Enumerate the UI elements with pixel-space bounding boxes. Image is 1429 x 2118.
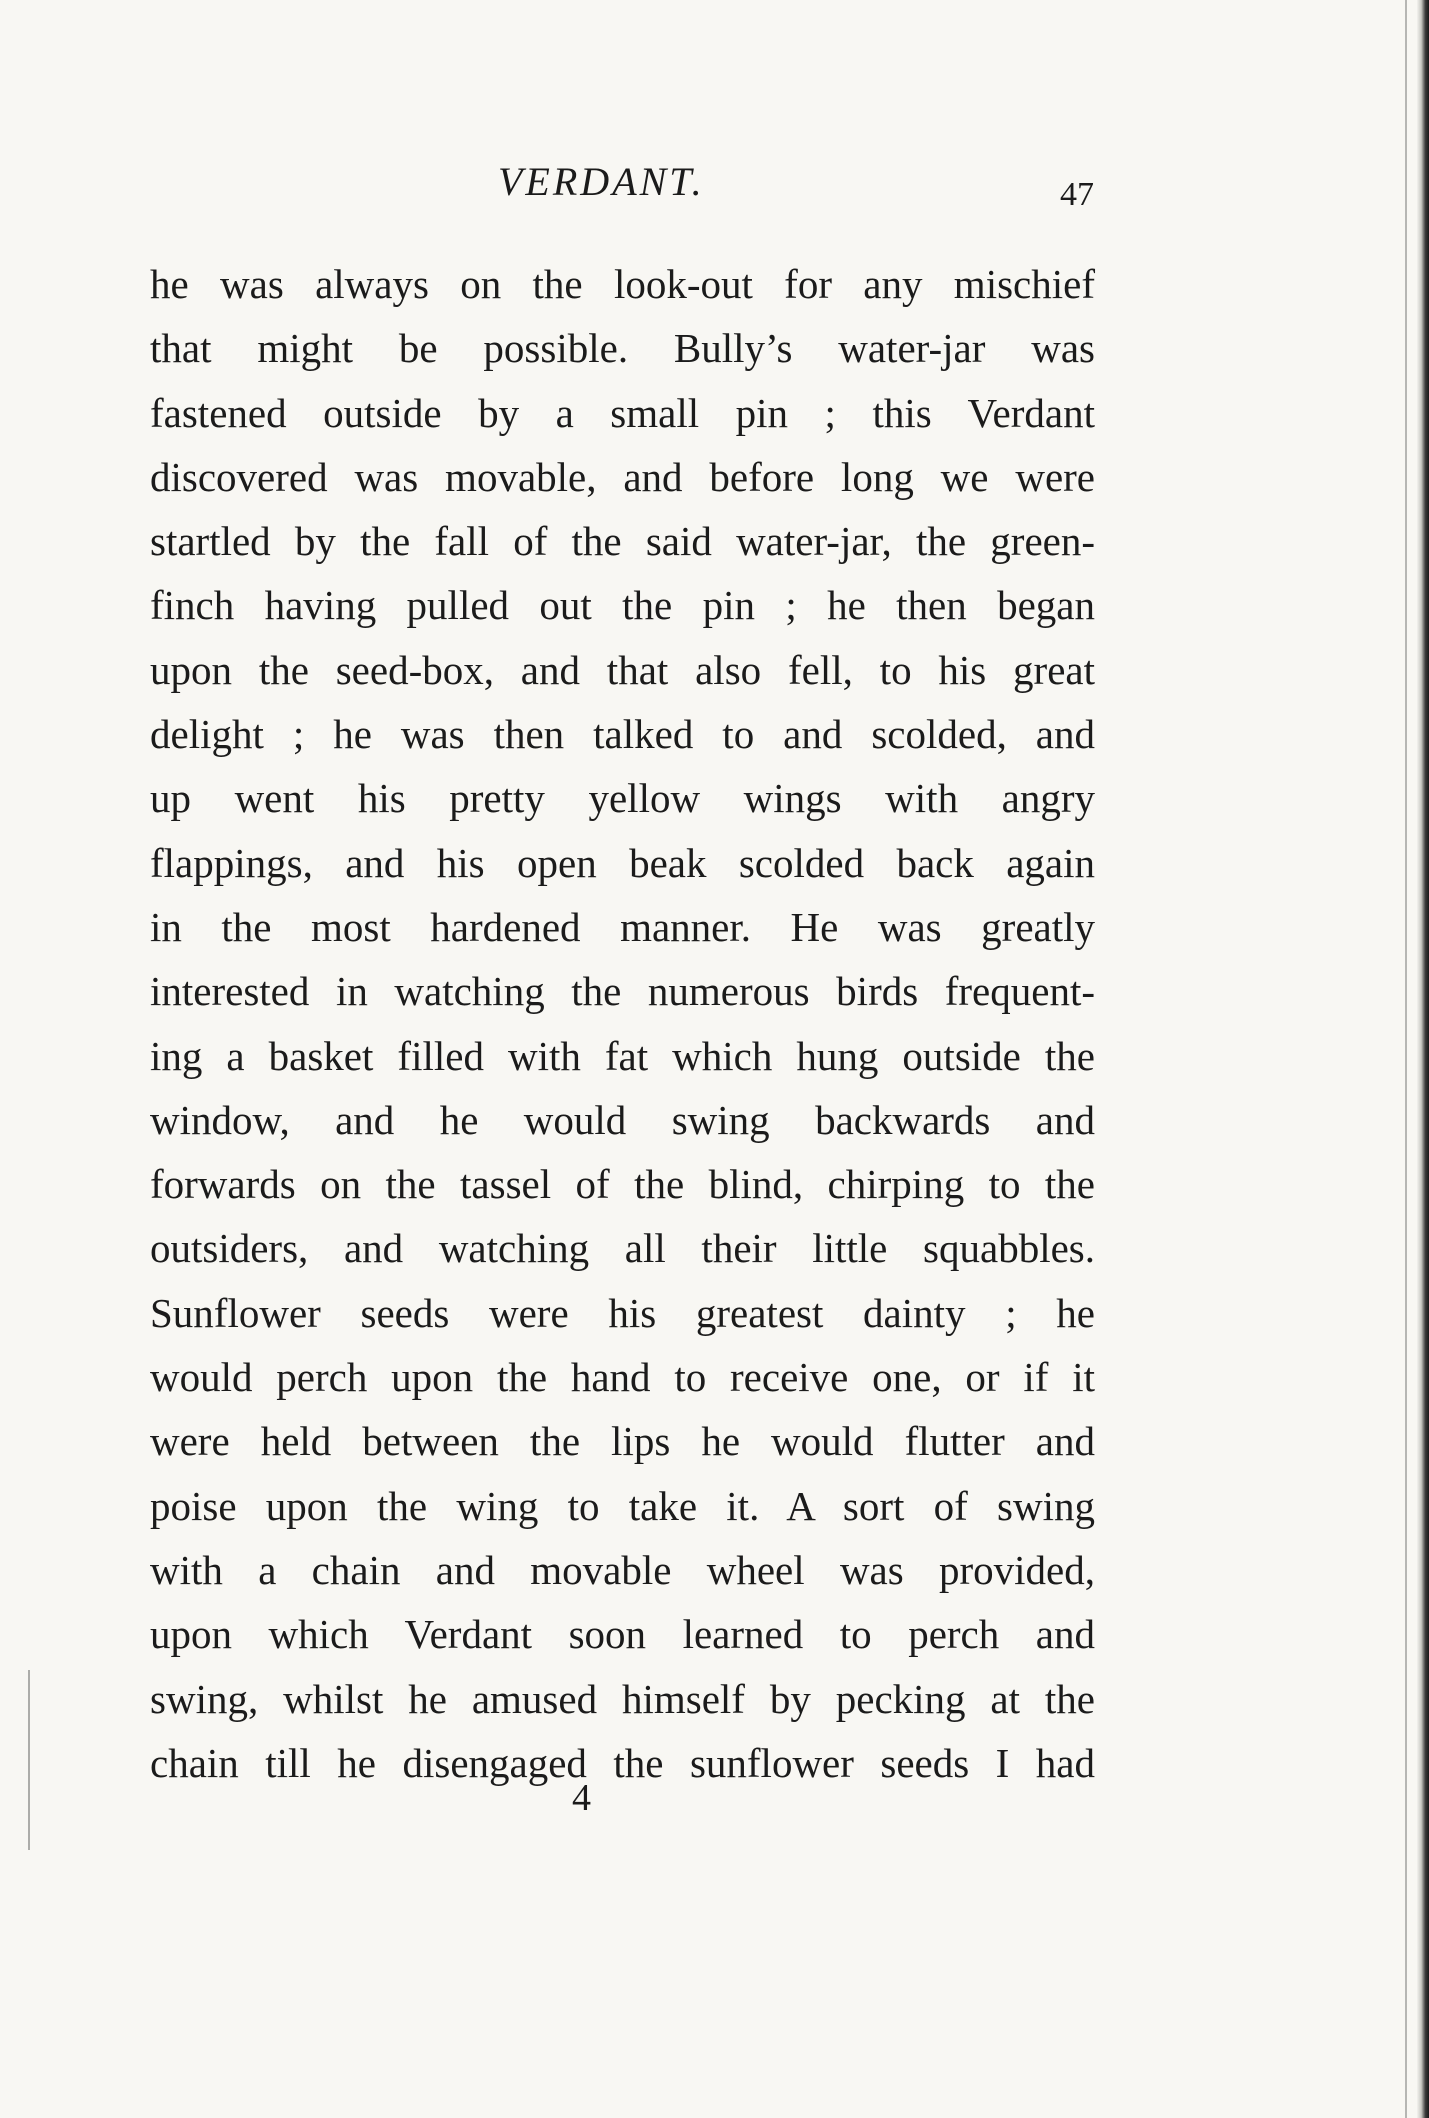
text-line: with a chain and movable wheel was provided, [150,1546,1095,1593]
text-line: interested in watching the numerous birds frequent- [150,968,1095,1015]
text-line: would perch upon the hand to receive one, or if it [150,1354,1095,1401]
text-line: window, and he would swing backwards and [150,1096,1095,1143]
page-edge-line [1405,0,1407,2118]
text-line: Sunflower seeds were his greatest dainty ; he [150,1289,1095,1336]
margin-mark [28,1670,30,1850]
text-line: chain till he disengaged the sunflower seeds I had [150,1739,1095,1786]
text-line: finch having pulled out the pin ; he then began [150,582,1095,629]
text-line: flappings, and his open beak scolded back again [150,839,1095,886]
signature-mark: 4 [572,1777,591,1819]
text-line: poise upon the wing to take it. A sort of swing [150,1482,1095,1529]
text-line: upon which Verdant soon learned to perch and [150,1611,1095,1658]
page-number: 47 [1060,176,1094,213]
text-line: startled by the fall of the said water-jar, the green- [150,518,1095,565]
page-edge-shadow [1417,0,1429,2118]
running-title: VERDANT. [498,159,705,204]
text-line: fastened outside by a small pin ; this Verdant [150,389,1095,436]
text-line: he was always on the look-out for any mischief [150,261,1095,307]
text-line: outsiders, and watching all their little squabbles. [150,1225,1095,1272]
text-line: upon the seed-box, and that also fell, to his great [150,646,1095,693]
text-line: up went his pretty yellow wings with angry [150,775,1095,822]
text-line: ing a basket filled with fat which hung outside the [150,1032,1095,1079]
text-line: swing, whilst he amused himself by pecking at the [150,1675,1095,1722]
running-head [150,158,1100,218]
text-line: forwards on the tassel of the blind, chirping to the [150,1161,1095,1208]
text-line: that might be possible. Bully’s water-jar was [150,325,1095,372]
text-line: in the most hardened manner. He was greatly [150,903,1095,950]
body-text [150,252,1095,1795]
text-line: discovered was movable, and before long we were [150,453,1095,500]
text-line: were held between the lips he would flutter and [150,1418,1095,1465]
text-line: delight ; he was then talked to and scolded, and [150,711,1095,758]
